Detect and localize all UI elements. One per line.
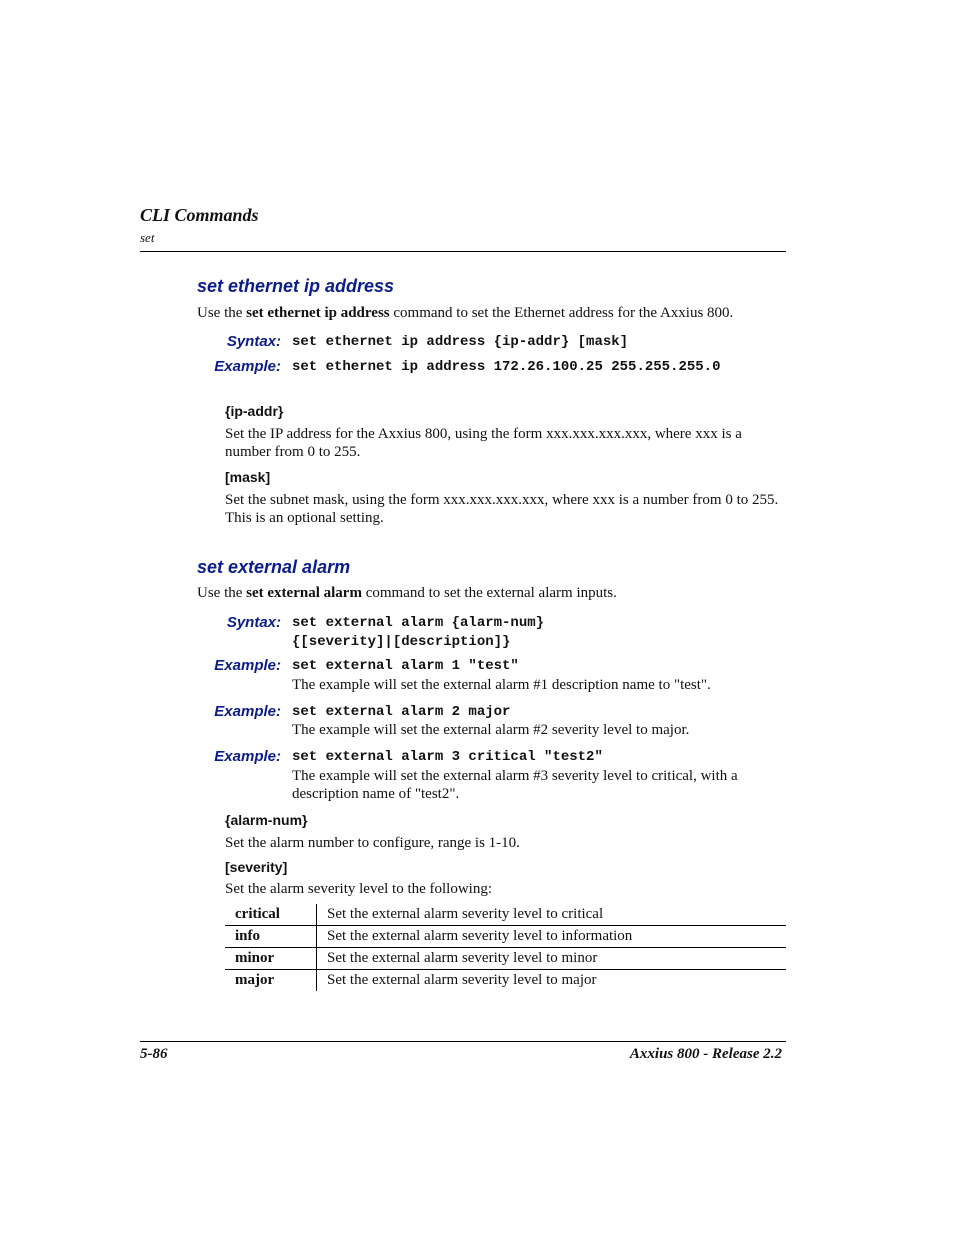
param-name: {ip-addr}: [225, 403, 284, 419]
severity-key: major: [225, 970, 317, 992]
intro-command: set ethernet ip address: [246, 305, 390, 321]
section-heading-ethernet: set ethernet ip address: [197, 276, 395, 296]
severity-value: Set the external alarm severity level to critical: [327, 905, 604, 922]
param-desc-line: Set the subnet mask, using the form xxx.xxx.xxx.xxx, where xxx is a number from 0 to 255.: [225, 492, 779, 508]
param-desc: Set the alarm severity level to the following:: [225, 881, 493, 897]
example-desc: The example will set the external alarm #2 severity level to major.: [292, 722, 690, 738]
param-desc: [225, 425, 742, 461]
param-name: [mask]: [225, 469, 271, 485]
example-code: set external alarm 2 major: [292, 704, 511, 720]
severity-table: [225, 904, 786, 991]
syntax-label: Syntax:: [226, 614, 281, 631]
severity-value: Set the external alarm severity level to major: [317, 970, 787, 992]
param-desc: [225, 491, 778, 527]
header-rule: [140, 251, 786, 252]
intro-text: Use the: [197, 585, 247, 601]
param-name: {alarm-num}: [225, 812, 308, 828]
example-code: set ethernet ip address 172.26.100.25 255.255.255.0: [292, 359, 721, 375]
example-desc: The example will set the external alarm #1 description name to "test".: [292, 677, 711, 693]
table-row: [225, 926, 786, 948]
intro-text: Use the: [197, 305, 247, 321]
footer-rule: [140, 1041, 786, 1042]
table-row: [225, 948, 786, 970]
intro-text: command to set the external alarm inputs.: [361, 585, 617, 601]
example-desc-line: The example will set the external alarm #3 severity level to critical, with a: [292, 768, 738, 784]
page-number: 5-86: [140, 1046, 168, 1062]
section-intro-ethernet: [197, 304, 733, 322]
severity-value: Set the external alarm severity level to information: [317, 926, 787, 948]
severity-value: Set the external alarm severity level to minor: [317, 948, 787, 970]
example-desc: [292, 767, 738, 803]
severity-key: critical: [225, 904, 317, 926]
running-header-title: CLI Commands: [140, 205, 259, 225]
example-label: Example:: [214, 657, 281, 674]
table-row: [225, 904, 786, 926]
syntax-code: set ethernet ip address {ip-addr} [mask]: [292, 334, 629, 350]
severity-key: minor: [225, 948, 317, 970]
syntax-code: set external alarm {alarm-num}: [292, 615, 545, 631]
example-label: Example:: [214, 748, 281, 765]
example-label: Example:: [214, 703, 281, 720]
param-desc: Set the alarm number to configure, range is 1-10.: [225, 835, 520, 851]
param-name: [severity]: [225, 859, 288, 875]
param-desc-line: number from 0 to 255.: [225, 444, 361, 460]
example-desc-line: description name of "test2".: [292, 786, 460, 802]
section-heading-external-alarm: set external alarm: [197, 557, 351, 577]
section-intro-external-alarm: [197, 584, 617, 602]
running-header-subtitle: set: [140, 230, 155, 245]
syntax-code: {[severity]|[description]}: [292, 634, 511, 650]
param-desc-line: Set the IP address for the Axxius 800, using the form xxx.xxx.xxx.xxx, where xxx is a: [225, 426, 742, 442]
example-label: Example:: [214, 358, 281, 375]
footer-product: Axxius 800 - Release 2.2: [629, 1046, 782, 1062]
table-row: [225, 970, 786, 992]
intro-text: command to set the Ethernet address for the Axxius 800.: [389, 305, 734, 321]
example-code: set external alarm 3 critical "test2": [292, 749, 603, 765]
severity-key: info: [225, 926, 317, 948]
param-desc-line: This is an optional setting.: [225, 510, 384, 526]
example-code: set external alarm 1 "test": [292, 658, 519, 674]
syntax-label: Syntax:: [226, 333, 281, 350]
intro-command: set external alarm: [246, 585, 362, 601]
